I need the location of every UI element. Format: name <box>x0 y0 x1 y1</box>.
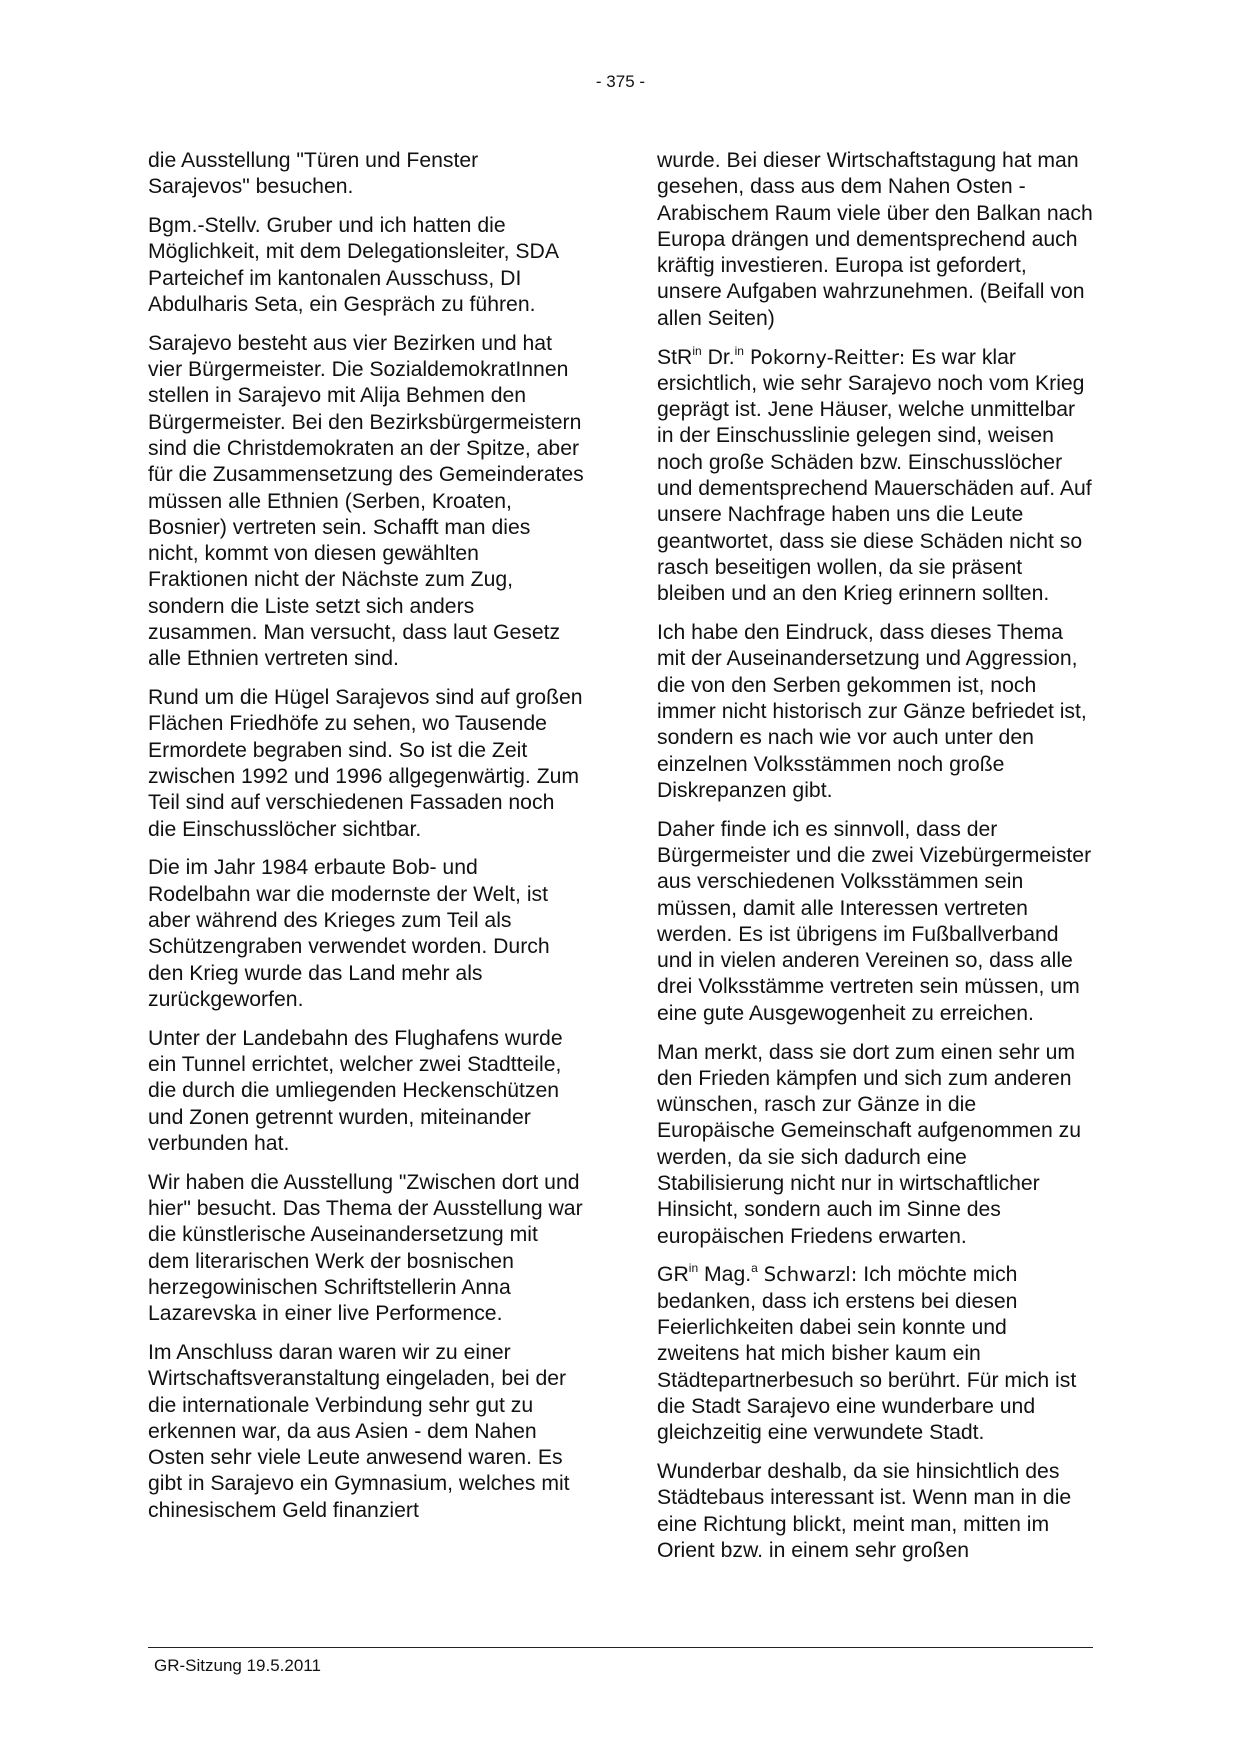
speech-text: Ich möchte mich bedanken, dass ich erstens bei diesen Feierlichkeiten dabei sein konnte und zweitens hat mich bisher kaum ein Städtepartnerbesuch so berührt. Für mich ist die Stadt Sarajevo eine wunderbare und gleichzeitig eine verwundete Stadt. <box>657 1263 1077 1445</box>
speaker-paragraph <box>657 345 1093 608</box>
paragraph: Man merkt, dass sie dort zum einen sehr um den Frieden kämpfen und sich zum anderen wünschen, rasch zur Gänze in die Europäische Gemeinschaft aufgenommen zu werden, da sie sich dadurch eine Stabilisierung nicht nur in wirtschaftlicher Hinsicht, sondern auch im Sinne des europäischen Friedens erwarten. <box>657 1040 1081 1248</box>
right-column <box>657 148 1093 1577</box>
speaker-title-suffix: in <box>692 343 702 358</box>
speech-text: Es war klar ersichtlich, wie sehr Sarajevo noch vom Krieg geprägt ist. Jene Häuser, welche unmittelbar in der Einschusslinie gelegen sind, weisen noch große Schäden bzw. Einschusslöcher und dementsprechend Mauerschäden auf. Auf unsere Nachfrage haben uns die Leute geantwortet, dass sie diese Schäden nicht so rasch beseitigen wollen, da sie präsent bleiben und an den Krieg erinnern sollten. <box>657 345 1092 606</box>
paragraph: Rund um die Hügel Sarajevos sind auf großen Flächen Friedhöfe zu sehen, wo Tausende Ermordete begraben sind. So ist die Zeit zwischen 1992 und 1996 allgegenwärtig. Zum Teil sind auf verschiedenen Fassaden noch die Einschusslöcher sichtbar. <box>148 686 583 841</box>
speaker-name: Schwarzl: <box>763 1263 858 1287</box>
speaker-degree: Dr. <box>707 345 735 369</box>
paragraph: Wunderbar deshalb, da sie hinsichtlich des Städtebaus interessant ist. Wenn man in die eine Richtung blickt, meint man, mitten im Orient bzw. in einem sehr großen <box>657 1459 1072 1562</box>
speaker-degree-suffix: in <box>734 343 744 358</box>
paragraph: Daher finde ich es sinnvoll, dass der Bürgermeister und die zwei Vizebürgermeister aus verschiedenen Volksstämmen sein müssen, damit alle Interessen vertreten werden. Es ist übrigens im Fußballverband und in vielen anderen Vereinen so, dass alle drei Volksstämme vertreten sein müssen, um eine gute Ausgewogenheit zu erreichen. <box>657 817 1092 1025</box>
paragraph: Die im Jahr 1984 erbaute Bob- und Rodelbahn war die modernste der Welt, ist aber während des Krieges zum Teil als Schützengraben verwendet worden. Durch den Krieg wurde das Land mehr als zurückgeworfen. <box>148 856 550 1011</box>
page-number: - 375 - <box>595 72 646 91</box>
paragraph: Unter der Landebahn des Flughafens wurde ein Tunnel errichtet, welcher zwei Stadtteile, die durch die umliegenden Heckenschützen und Zonen getrennt wurden, miteinander verbunden hat. <box>148 1026 563 1155</box>
speaker-degree-suffix: a <box>751 1261 758 1276</box>
speaker-paragraph <box>657 1262 1093 1446</box>
speaker-title: GR <box>657 1263 689 1287</box>
speaker-title-suffix: in <box>688 1261 699 1276</box>
speaker-degree: Mag. <box>704 1263 752 1287</box>
footer-session-date: GR-Sitzung 19.5.2011 <box>154 1656 321 1675</box>
left-column <box>148 148 584 1537</box>
paragraph: die Ausstellung "Türen und Fenster Sarajevos" besuchen. <box>148 149 479 199</box>
speaker-title: StR <box>657 345 693 369</box>
paragraph: Bgm.-Stellv. Gruber und ich hatten die Möglichkeit, mit dem Delegationsleiter, SDA Parteichef im kantonalen Ausschuss, DI Abdulharis Seta, ein Gespräch zu führen. <box>148 214 558 316</box>
paragraph: Im Anschluss daran waren wir zu einer Wirtschaftsveranstaltung eingeladen, bei der die internationale Verbindung sehr gut zu erkennen war, da aus Asien - dem Nahen Osten sehr viele Leute anwesend waren. Es gibt in Sarajevo ein Gymnasium, welches mit chinesischem Geld finanziert <box>148 1340 570 1522</box>
paragraph: Ich habe den Eindruck, dass dieses Thema mit der Auseinandersetzung und Aggression, die von den Serben gekommen ist, noch immer nicht historisch zur Gänze befriedet ist, sondern es nach wie vor auch unter den einzelnen Volksstämmen noch große Diskrepanzen gibt. <box>657 621 1087 802</box>
paragraph: Sarajevo besteht aus vier Bezirken und hat vier Bürgermeister. Die SozialdemokratInnen stellen in Sarajevo mit Alija Behmen den Bürgermeister. Bei den Bezirksbürgermeistern sind die Christdemokraten an der Spitze, aber für die Zusammensetzung des Gemeinderates müssen alle Ethnien (Serben, Kroaten, Bosnier) vertreten sein. Schafft man dies nicht, kommt von diesen gewählten Fraktionen nicht der Nächste zum Zug, sondern die Liste setzt sich anders zusammen. Man versucht, dass laut Gesetz alle Ethnien vertreten sind. <box>148 331 584 671</box>
paragraph: Wir haben die Ausstellung "Zwischen dort und hier" besucht. Das Thema der Ausstellung war die künstlerische Auseinandersetzung mit dem literarischen Werk der bosnischen herzegowinischen Schriftstellerin Anna Lazarevska in einer live Performence. <box>148 1170 583 1326</box>
footer-divider <box>148 1647 1093 1648</box>
speaker-name: Pokorny-Reitter: <box>749 345 906 369</box>
paragraph: wurde. Bei dieser Wirtschaftstagung hat man gesehen, dass aus dem Nahen Osten - Arabischem Raum viele über den Balkan nach Europa drängen und dementsprechend auch kräftig investieren. Europa ist gefordert, unsere Aufgaben wahrzunehmen. (Beifall von allen Seiten) <box>657 149 1093 330</box>
